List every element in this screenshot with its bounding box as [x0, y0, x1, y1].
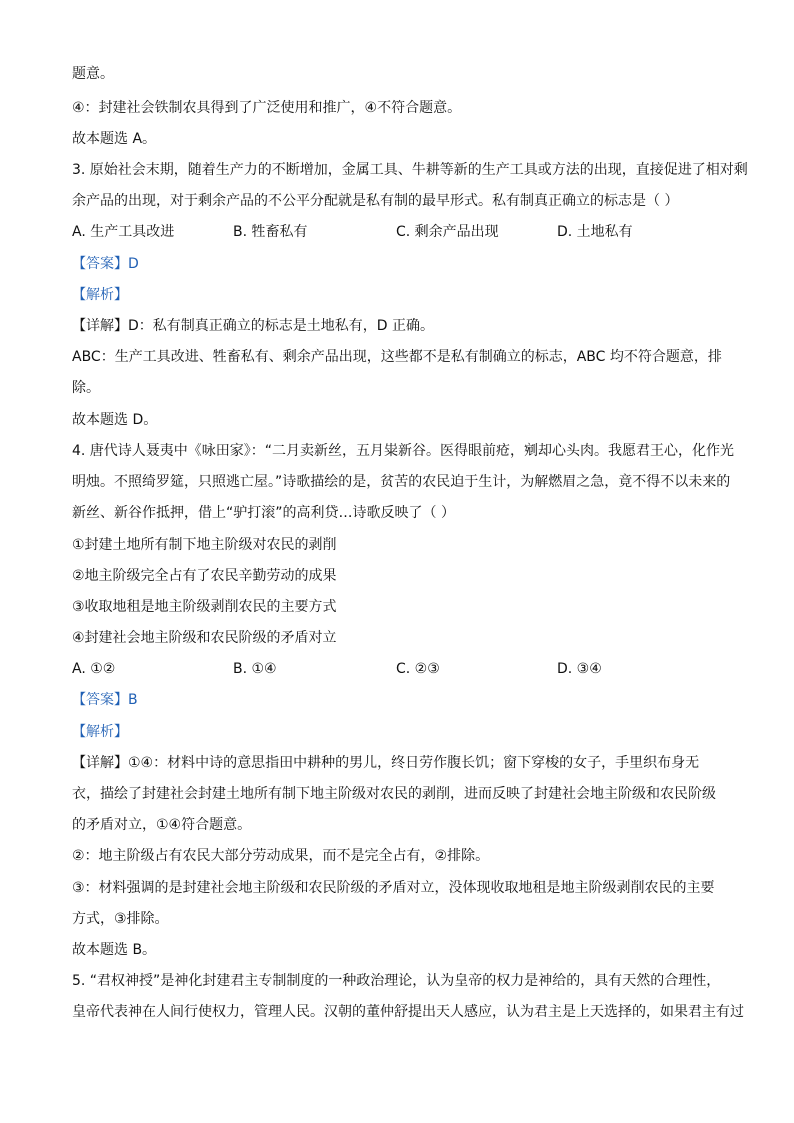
detail-line: 的矛盾对立，①④符合题意。	[72, 817, 252, 833]
question-4-stem: 新丝、新谷作抵押，借上“驴打滚”的高利贷…诗歌反映了（ ）	[72, 505, 455, 521]
option-c: C. ②③	[396, 661, 440, 677]
detail-line: ABC：生产工具改进、牲畜私有、剩余产品出现，这些都不是私有制确立的标志，ABC 均不符合题意，排	[72, 349, 722, 365]
detail-line: 方式，③排除。	[72, 911, 169, 927]
analysis-label: 【解析】	[72, 724, 128, 740]
statement-1: ①封建土地所有制下地主阶级对农民的剥削	[72, 537, 337, 553]
question-5-stem: 5. “君权神授”是神化封建君主专制制度的一种政治理论，认为皇帝的权力是神给的，具有天然的合理性，	[72, 973, 721, 989]
answer-label: 【答案】B	[72, 692, 138, 708]
option-a: A. 生产工具改进	[72, 224, 175, 240]
option-a: A. ①②	[72, 661, 116, 677]
detail-line: ②：地主阶级占有农民大部分劳动成果，而不是完全占有，②排除。	[72, 848, 490, 864]
analysis-label: 【解析】	[72, 287, 128, 303]
detail-line: 【详解】①④：材料中诗的意思指田中耕种的男儿，终日劳作腹长饥；窗下穿梭的女子，手里织布身无	[72, 755, 700, 771]
question-3-stem: 余产品的出现，对于剩余产品的不公平分配就是私有制的最早形式。私有制真正确立的标志是（ ）	[72, 193, 679, 209]
conclusion-line: 故本题选 D。	[72, 412, 158, 428]
text-line: 题意。	[72, 66, 114, 82]
detail-line: 【详解】D：私有制真正确立的标志是土地私有，D 正确。	[72, 318, 435, 334]
option-c: C. 剩余产品出现	[396, 224, 499, 240]
detail-line: ③：材料强调的是封建社会地主阶级和农民阶级的矛盾对立，没体现收取地租是地主阶级剥削农民的主要	[72, 880, 715, 896]
question-3-stem: 3. 原始社会末期，随着生产力的不断增加，金属工具、牛耕等新的生产工具或方法的出现，直接促进了相对剩	[72, 162, 748, 178]
detail-line: 衣，描绘了封建社会封建土地所有制下地主阶级对农民的剥削，进而反映了封建社会地主阶级和农民阶级	[72, 786, 716, 802]
answer-label: 【答案】D	[72, 256, 139, 272]
question-5-stem: 皇帝代表神在人间行使权力，管理人民。汉朝的董仲舒提出天人感应，认为君主是上天选择的，如果君主有过	[72, 1004, 744, 1020]
statement-2: ②地主阶级完全占有了农民辛勤劳动的成果	[72, 568, 337, 584]
option-b: B. 牲畜私有	[233, 224, 308, 240]
statement-3: ③收取地租是地主阶级剥削农民的主要方式	[72, 599, 337, 615]
option-d: D. ③④	[557, 661, 602, 677]
question-4-stem: 明烛。不照绮罗筵，只照逃亡屋。”诗歌描绘的是，贫苦的农民迫于生计，为解燃眉之急，竟不得不以未来的	[72, 474, 731, 490]
text-line: ④：封建社会铁制农具得到了广泛使用和推广，④不符合题意。	[72, 100, 462, 116]
conclusion-line: 故本题选 A。	[72, 131, 157, 147]
question-4-stem: 4. 唐代诗人聂夷中《咏田家》：“二月卖新丝，五月粜新谷。医得眼前疮，剜却心头肉。我愿君王心，化作光	[72, 443, 735, 459]
conclusion-line: 故本题选 B。	[72, 942, 157, 958]
statement-4: ④封建社会地主阶级和农民阶级的矛盾对立	[72, 630, 337, 646]
detail-line: 除。	[72, 380, 100, 396]
option-d: D. 土地私有	[557, 224, 633, 240]
option-b: B. ①④	[233, 661, 277, 677]
